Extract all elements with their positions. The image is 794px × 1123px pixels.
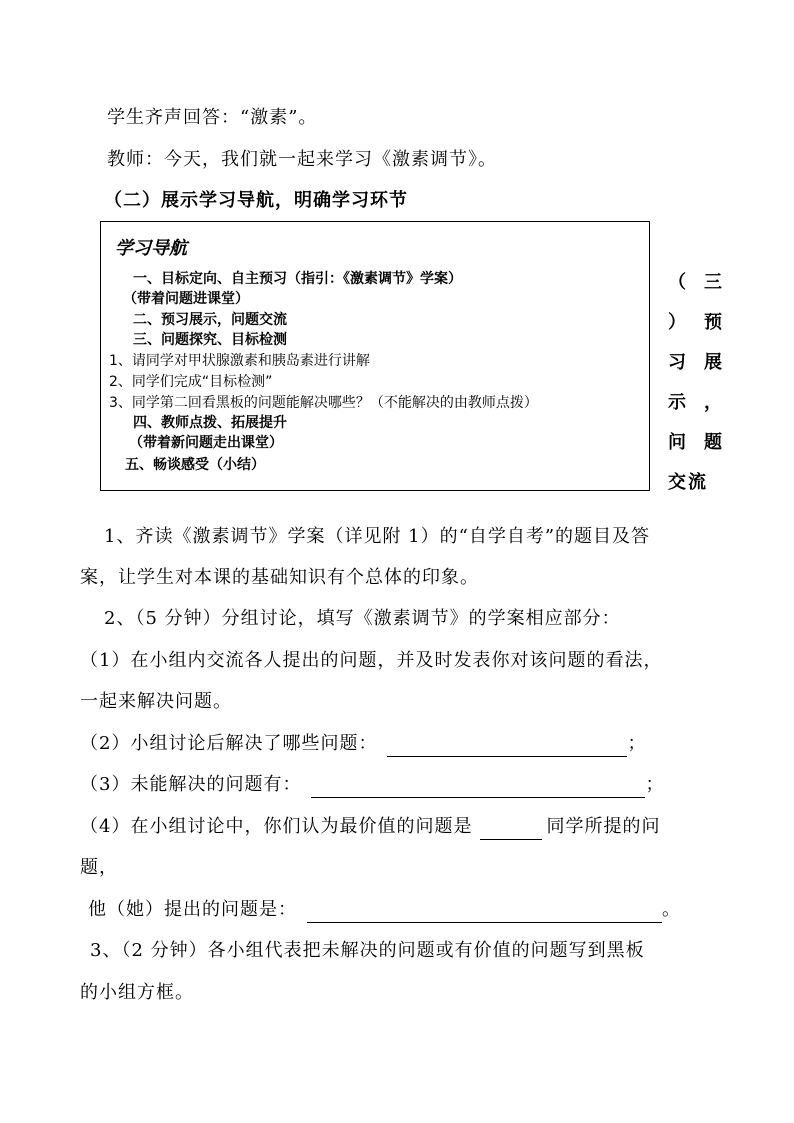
question-4-row	[80, 814, 660, 840]
question-3-end: ；	[645, 774, 665, 795]
question-2-end: ；	[627, 733, 647, 754]
vertical-char: 题	[704, 432, 724, 453]
paragraph-1-line-2: 案，让学生对本课的基础知识有个总体的印象。	[80, 567, 479, 588]
vertical-char: 示	[668, 392, 688, 413]
vertical-heading-row	[668, 343, 724, 383]
vertical-char: ）	[668, 312, 688, 333]
question-4-after: 同学所提的问	[546, 816, 661, 837]
vertical-heading-row	[668, 423, 724, 463]
question-2-row	[80, 731, 646, 757]
question-3-answer-blank[interactable]	[311, 779, 645, 798]
question-4-student-blank[interactable]	[480, 821, 542, 840]
nav-item: 一、目标定向、自主预习（指引：《激素调节》学案）	[133, 271, 462, 287]
question-2-label: （2）小组讨论后解决了哪些问题：	[80, 733, 378, 754]
nav-item: 1、请同学对甲状腺激素和胰岛素进行讲解	[109, 353, 370, 369]
section-3-heading-vertical	[668, 263, 724, 503]
nav-item: 3、同学第二回看黑板的问题能解决哪些？（不能解决的由教师点拨）	[109, 395, 538, 411]
section-2-heading: （二）展示学习导航，明确学习环节	[104, 190, 408, 211]
question-4-line-2: 题，	[80, 857, 118, 878]
question-4-problem-blank[interactable]	[307, 904, 662, 923]
paragraph-2-line-1: 2、（5 分钟）分组讨论，填写《激素调节》的学案相应部分：	[104, 608, 621, 629]
vertical-char: 预	[704, 312, 724, 333]
teacher-line: 教师：今天，我们就一起来学习《激素调节》。	[107, 149, 497, 170]
paragraph-1-line-1: 1、齐读《激素调节》学案（详见附 1）的“自学自考”的题目及答	[104, 526, 651, 547]
vertical-char: 展	[704, 352, 724, 373]
nav-item: 四、教师点拨、拓展提升	[133, 415, 287, 431]
vertical-char: 三	[704, 272, 724, 293]
vertical-char: 问	[668, 432, 688, 453]
nav-item: 三、问题探究、目标检测	[133, 332, 287, 348]
nav-item: 五、畅谈感受（小结）	[125, 457, 265, 473]
vertical-heading-row	[668, 463, 724, 503]
vertical-heading-row	[668, 263, 724, 303]
nav-box-title: 学习导航	[115, 238, 187, 259]
vertical-char: （	[668, 272, 688, 293]
question-4-line-3-label: 他（她）提出的问题是：	[88, 899, 297, 920]
question-1-line-2: 一起来解决问题。	[80, 691, 232, 712]
nav-item: （带着问题进课堂）	[123, 291, 249, 307]
study-navigation-box	[100, 221, 650, 491]
question-3-row	[80, 772, 664, 798]
question-2-answer-blank[interactable]	[387, 738, 627, 757]
vertical-heading-row	[668, 383, 724, 423]
question-4-line-3	[88, 897, 681, 923]
vertical-char: ，	[704, 392, 724, 413]
student-answer-line: 学生齐声回答：“激素”。	[107, 107, 318, 128]
vertical-char: 习	[668, 352, 688, 373]
nav-item: 二、预习展示，问题交流	[133, 312, 287, 328]
vertical-char: 交流	[668, 472, 708, 493]
nav-item: 2、同学们完成“目标检测”	[109, 374, 273, 390]
paragraph-3-line-2: 的小组方框。	[80, 982, 194, 1003]
nav-item: （带着新问题走出课堂）	[129, 435, 283, 451]
question-4-label: （4）在小组讨论中，你们认为最价值的问题是	[80, 816, 473, 837]
vertical-heading-row	[668, 303, 724, 343]
question-4-line-3-end: 。	[662, 899, 681, 920]
question-1-line-1: （1）在小组内交流各人提出的问题，并及时发表你对该问题的看法，	[80, 650, 663, 671]
paragraph-3-line-1: 3、（2 分钟）各小组代表把未解决的问题或有价值的问题写到黑板	[90, 940, 645, 961]
question-3-label: （3）未能解决的问题有：	[80, 774, 302, 795]
